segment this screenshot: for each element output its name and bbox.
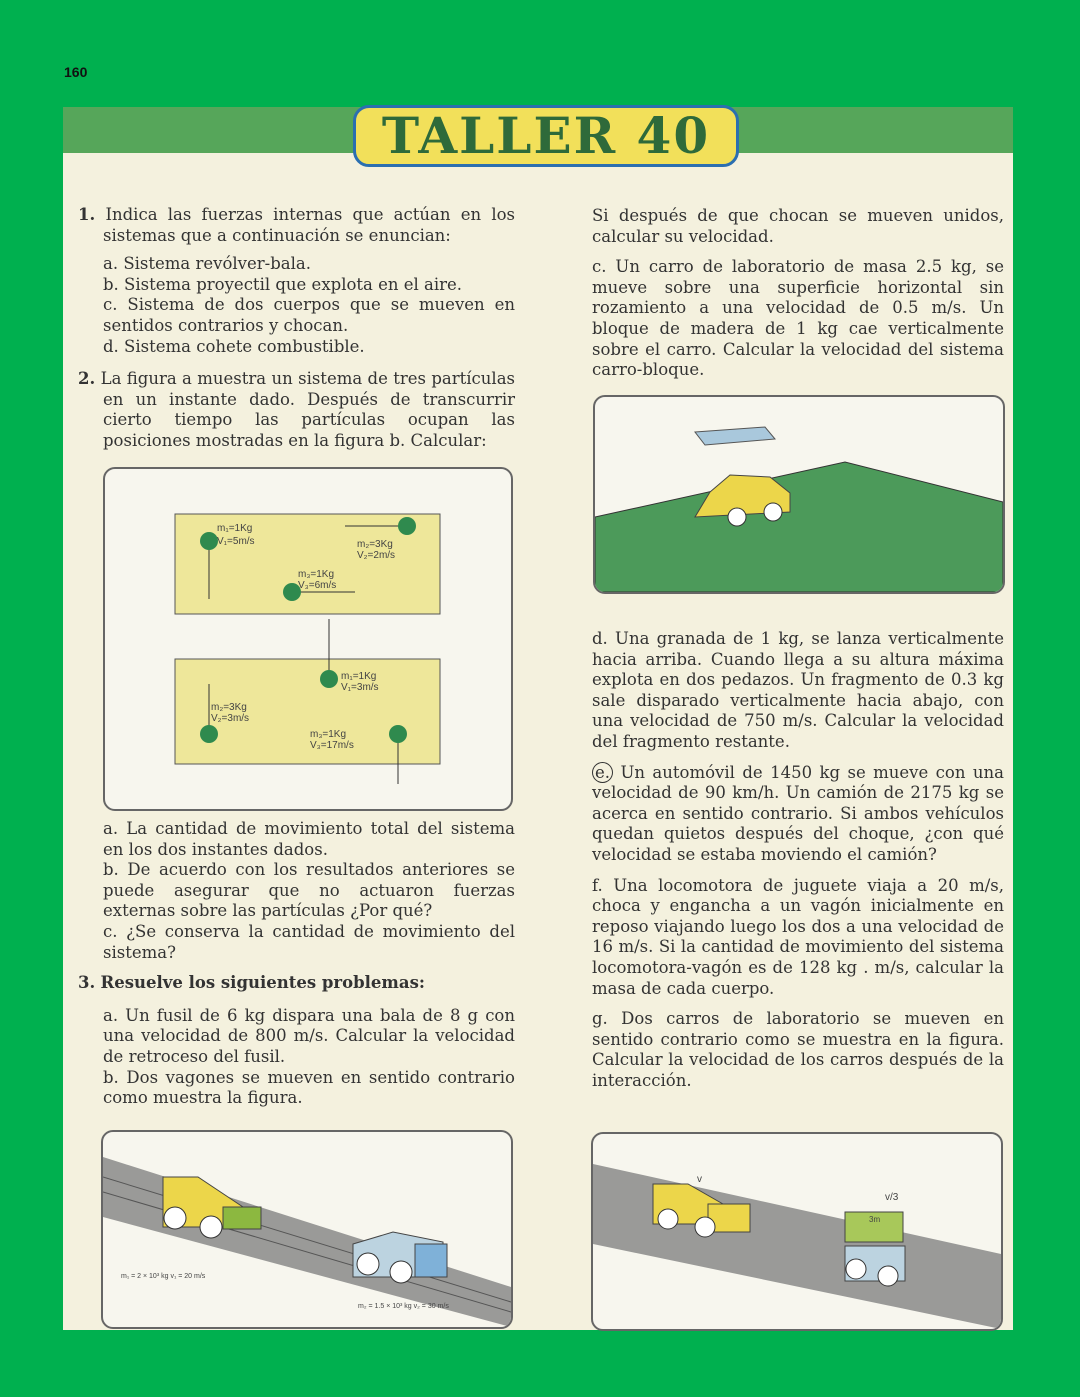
q3-item: a. Un fusil de 6 kg dispara una bala de 8 g con una velocidad de 800 m/s. Calcular la velocidad de retroceso del fusil. — [103, 1005, 515, 1066]
fig-label: V₁=5m/s — [217, 536, 255, 547]
q-num: 3. — [78, 973, 96, 993]
figure-wagons — [101, 1130, 513, 1329]
figure-particles — [103, 467, 513, 811]
problem-b-continued: Si después de que chocan se mueven unidos, calcular su velocidad. — [592, 206, 1004, 246]
q1-item: a. Sistema revólver-bala. — [103, 254, 311, 274]
circled-e: e. — [592, 762, 613, 783]
question-1 — [78, 205, 515, 246]
left-column-lower — [78, 819, 515, 1109]
question-3 — [78, 973, 515, 994]
q2-text: La figura a muestra un sistema de tres partículas en un instante dado. Después de transcurrir cierto tiempo las partículas ocupan las posiciones mostradas en la figura b. Calcular: — [100, 369, 516, 450]
fig-label: V₃=6m/s — [298, 580, 337, 591]
problem-g: g. Dos carros de laboratorio se mueven en sentido contrario como se muestra en la figura. Calcular la velocidad de los carros después de la interacción. — [592, 1009, 1004, 1090]
q-num: 1. — [78, 205, 96, 224]
right-column-lower — [592, 629, 1004, 1091]
problem-f: f. Una locomotora de juguete viaja a 20 m/s, choca y engancha a un vagón inicialmente en reposo viajando luego los dos a una velocidad de 16 m/s. Si la cantidad de movimiento del sistema locomotora-vagón es de 128 kg . m/s, calcular la masa de cada cuerpo. — [592, 875, 1004, 998]
page-title: TALLER 40 — [353, 105, 739, 167]
q-num: 2. — [78, 369, 96, 389]
q2-item: a. La cantidad de movimiento total del sistema en los dos instantes dados. — [103, 819, 515, 859]
problem-c: c. Un carro de laboratorio de masa 2.5 kg, se mueve sobre una superficie horizontal sin rozamiento a una velocidad de 0.5 m/s. Un bloque de madera de 1 kg cae verticalmente sobre el carro. Calcular la velocidad del sistema carro-bloque. — [592, 257, 1004, 380]
fig-label: V₃=17m/s — [310, 740, 354, 751]
fig-label: V₂=2m/s — [357, 550, 396, 561]
fig-label: 3m — [869, 1215, 881, 1224]
fig-label: m₃=1Kg — [298, 569, 335, 580]
problem-d: d. Una granada de 1 kg, se lanza verticalmente hacia arriba. Cuando llega a su altura máxima explota en dos pedazos. Un fragmento de 0.3 kg sale disparado verticalmente hacia abajo, con una velocidad de 750 m/s. Calcular la velocidad del fragmento restante. — [592, 629, 1004, 751]
figure-lab-carts — [591, 1132, 1003, 1331]
figure-cart-block — [593, 395, 1005, 594]
fig-label: m₁=1Kg — [341, 671, 377, 682]
fig-label: m₁ = 2 × 10³ kg v₁ = 20 m/s — [121, 1273, 206, 1280]
fig-label: m₂=3Kg — [211, 702, 247, 713]
q2-item: b. De acuerdo con los resultados anteriores se puede asegurar que no actuaron fuerzas externas sobre las partículas ¿Por qué? — [103, 860, 515, 921]
fig-label: m₁=1Kg — [217, 523, 253, 534]
q1-item: c. Sistema de dos cuerpos que se mueven en sentidos contrarios y chocan. — [103, 295, 515, 335]
question-2 — [78, 369, 515, 451]
left-column — [78, 205, 515, 452]
problem-e-text: Un automóvil de 1450 kg se mueve con una velocidad de 90 km/h. Un camión de 2175 kg se acerca en sentido contrario. Si ambos vehículos quedan quietos después del choque, ¿con qué velocidad se estaba moviendo el camión? — [592, 762, 1004, 864]
fig-label: v — [697, 1174, 702, 1185]
right-column — [592, 206, 1004, 381]
textbook-page — [63, 107, 1013, 1330]
q3-item: b. Dos vagones se mueven en sentido contrario como muestra la figura. — [103, 1067, 515, 1108]
fig-label: m₂ = 1.5 × 10³ kg v₂ = 30 m/s — [358, 1303, 449, 1310]
q3-text: Resuelve los siguientes problemas: — [100, 973, 425, 993]
q2-item: c. ¿Se conserva la cantidad de movimiento del sistema? — [103, 921, 515, 962]
page-number: 160 — [64, 64, 88, 80]
fig-label: V₁=3m/s — [341, 682, 379, 693]
q1-item: d. Sistema cohete combustible. — [103, 336, 365, 356]
fig-label: V₂=3m/s — [211, 713, 250, 724]
q1-text: Indica las fuerzas internas que actúan en los sistemas que a continuación se enuncian: — [103, 205, 516, 245]
q1-item: b. Sistema proyectil que explota en el aire. — [103, 274, 463, 294]
problem-e — [592, 763, 1004, 866]
fig-label: v/3 — [885, 1192, 899, 1203]
fig-label: m₂=3Kg — [357, 539, 393, 550]
fig-label: m₃=1Kg — [310, 729, 347, 740]
